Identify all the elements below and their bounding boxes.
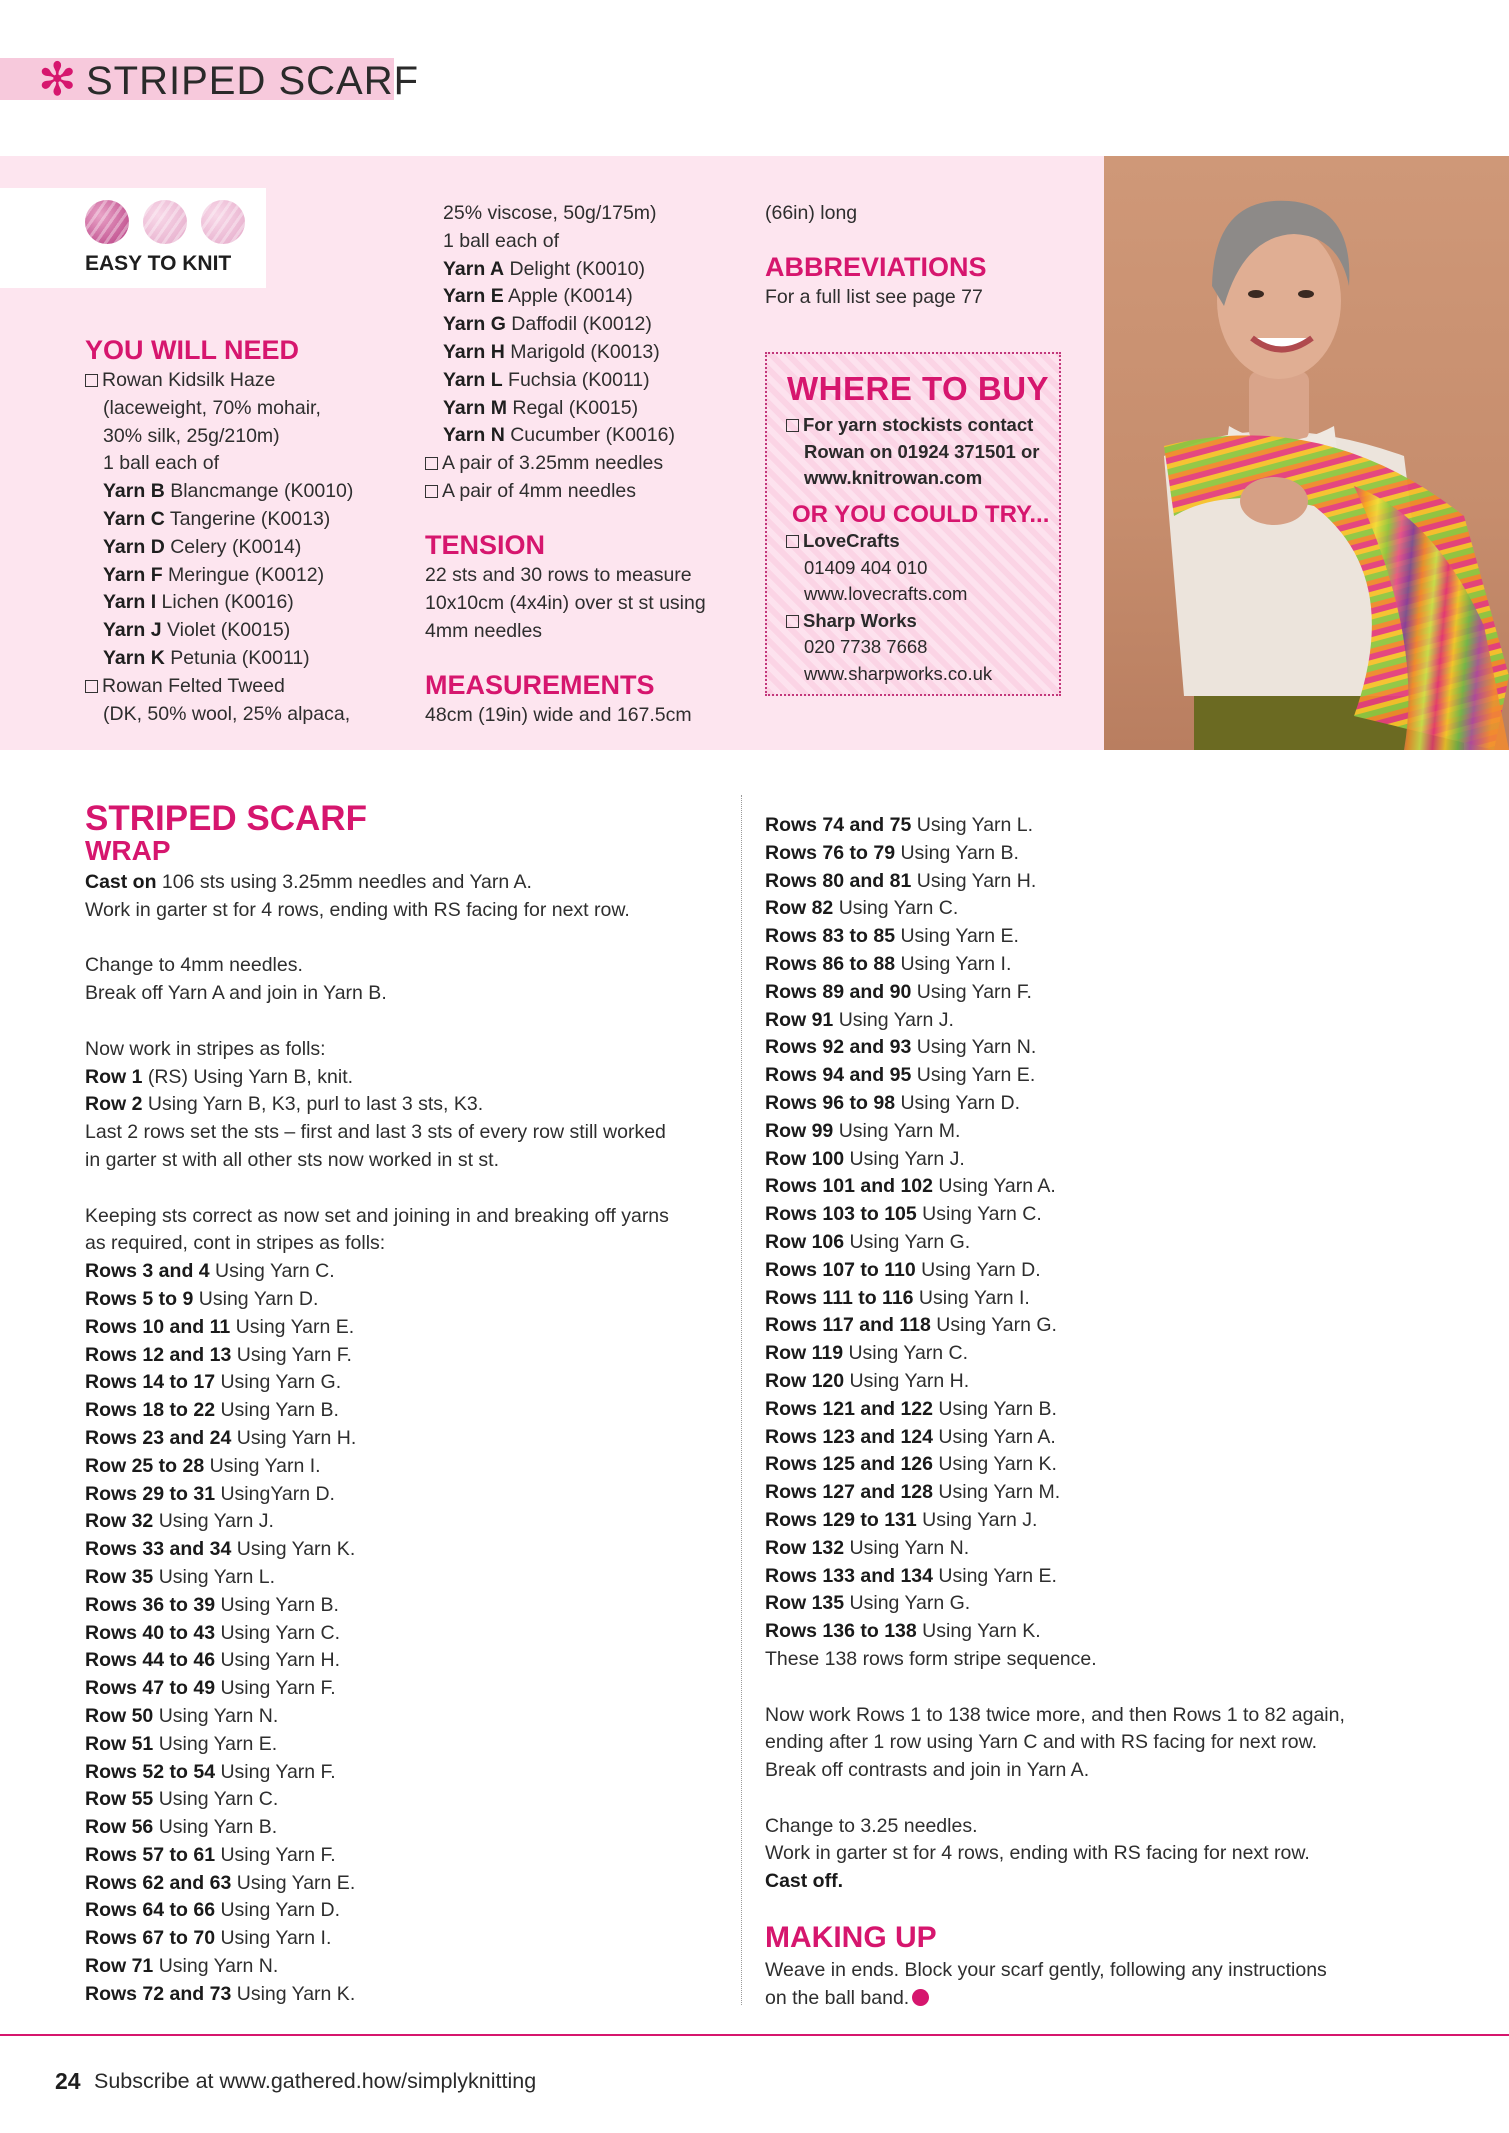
material-item: Yarn K Petunia (K0011) [103,646,310,669]
instruction-line: Last 2 rows set the sts – first and last 3 sts of every row still worked [85,1121,666,1144]
measurements-text: 48cm (19in) wide and 167.5cm [425,704,692,726]
instruction-line: Now work in stripes as folls: [85,1037,326,1060]
abbreviations-heading: ABBREVIATIONS [765,252,987,282]
instruction-line: Rows 5 to 9 Using Yarn D. [85,1287,319,1310]
material-item: 30% silk, 25g/210m) [103,424,280,447]
instruction-line: Row 120 Using Yarn H. [765,1369,970,1392]
instruction-line: as required, cont in stripes as folls: [85,1232,386,1255]
material-item: Yarn I Lichen (K0016) [103,591,294,614]
stockist-text: For yarn stockists contact Rowan on 01924 371501 or www.knitrowan.com [786,412,1056,492]
material-item: Yarn D Celery (K0014) [103,535,302,558]
instruction-line: Work in garter st for 4 rows, ending with RS facing for next row. [765,1842,1310,1865]
measurements-text-continued: (66in) long [765,202,858,224]
instruction-line: Rows 36 to 39 Using Yarn B. [85,1593,339,1616]
material-item: 25% viscose, 50g/175m) [443,202,657,224]
abbreviations-text: For a full list see page 77 [765,286,983,308]
instruction-line: Row 119 Using Yarn C. [765,1342,969,1365]
checkbox-icon [786,419,799,432]
material-item: Yarn B Blancmange (K0010) [103,480,354,503]
instruction-line: Rows 127 and 128 Using Yarn M. [765,1481,1061,1504]
instructions-left-column [85,869,725,2009]
instruction-line: Rows 129 to 131 Using Yarn J. [765,1508,1038,1531]
checkbox-icon [85,374,98,387]
instruction-line: Rows 121 and 122 Using Yarn B. [765,1397,1057,1420]
column-divider [741,795,742,2005]
footer-rule [0,2034,1509,2036]
instruction-line: Rows 64 to 66 Using Yarn D. [85,1899,341,1922]
instruction-line: Rows 133 and 134 Using Yarn E. [765,1564,1057,1587]
pattern-subtitle: WRAP [85,835,171,866]
asterisk-icon: ✻ [38,52,77,106]
checkbox-icon [786,615,799,628]
material-item: Yarn N Cucumber (K0016) [443,424,675,447]
page-title: STRIPED SCARF [86,59,420,103]
material-item: Yarn C Tangerine (K0013) [103,507,331,530]
instruction-line: Rows 107 to 110 Using Yarn D. [765,1258,1041,1281]
instruction-line: Rows 62 and 63 Using Yarn E. [85,1871,356,1894]
instruction-line: Row 91 Using Yarn J. [765,1008,954,1031]
instruction-line: Row 35 Using Yarn L. [85,1565,276,1588]
checkbox-icon [786,535,799,548]
instruction-line: Rows 23 and 24 Using Yarn H. [85,1426,357,1449]
instruction-line: Row 51 Using Yarn E. [85,1732,278,1755]
material-item: Yarn H Marigold (K0013) [443,340,660,363]
instruction-line: Rows 52 to 54 Using Yarn F. [85,1760,336,1783]
instruction-line: Rows 96 to 98 Using Yarn D. [765,1091,1021,1114]
instruction-line: Rows 101 and 102 Using Yarn A. [765,1175,1056,1198]
material-item: Yarn J Violet (K0015) [103,619,291,642]
instruction-line: Rows 125 and 126 Using Yarn K. [765,1453,1057,1476]
material-item: Yarn E Apple (K0014) [443,285,633,308]
instruction-line: Rows 86 to 88 Using Yarn I. [765,952,1012,975]
where-to-buy-heading: WHERE TO BUY [787,370,1050,407]
instruction-line: Rows 18 to 22 Using Yarn B. [85,1399,339,1422]
instruction-line: Rows 33 and 34 Using Yarn K. [85,1538,356,1561]
blank-line [85,1008,725,1036]
or-you-could-try-heading: OR YOU COULD TRY... [792,501,1050,528]
instruction-line: Row 99 Using Yarn M. [765,1119,961,1142]
instruction-line: Break off contrasts and join in Yarn A. [765,1759,1090,1782]
measurements-heading: MEASUREMENTS [425,670,655,700]
instruction-line: Rows 111 to 116 Using Yarn I. [765,1286,1030,1309]
checkbox-icon [85,680,98,693]
material-item: A pair of 3.25mm needles [425,450,745,478]
instruction-line: Row 2 Using Yarn B, K3, purl to last 3 sts, K3. [85,1093,484,1116]
instruction-line: Row 135 Using Yarn G. [765,1592,971,1615]
yarn-ball-icon [85,200,129,244]
instruction-line: Row 55 Using Yarn C. [85,1788,279,1811]
material-item: 1 ball each of [443,229,560,252]
blank-line [765,1785,1455,1813]
instruction-line: Row 1 (RS) Using Yarn B, knit. [85,1065,354,1088]
instruction-line: Rows 83 to 85 Using Yarn E. [765,925,1019,948]
instruction-line: Rows 117 and 118 Using Yarn G. [765,1314,1057,1337]
instruction-line: Row 50 Using Yarn N. [85,1704,279,1727]
instruction-line: Rows 80 and 81 Using Yarn H. [765,869,1037,892]
material-item: 1 ball each of [103,452,220,475]
checkbox-icon [425,485,438,498]
making-up-text: Weave in ends. Block your scarf gently, following any instructions on the ball band. [765,1959,1327,2009]
instruction-line: Rows 89 and 90 Using Yarn F. [765,980,1032,1003]
instruction-line: Rows 44 to 46 Using Yarn H. [85,1649,341,1672]
instruction-line: Rows 76 to 79 Using Yarn B. [765,841,1019,864]
instruction-line: Rows 92 and 93 Using Yarn N. [765,1036,1037,1059]
difficulty-label: EASY TO KNIT [85,252,232,275]
checkbox-icon [425,457,438,470]
instruction-line: Rows 103 to 105 Using Yarn C. [765,1203,1042,1226]
instruction-line: Keeping sts correct as now set and joining in and breaking off yarns [85,1204,669,1227]
alternative-stockists: LoveCrafts 01409 404 010 www.lovecrafts.com Sharp Works 020 7738 7668 www.sharpworks.co.uk [786,528,1056,687]
materials-list-2 [425,200,745,506]
you-will-need-heading: YOU WILL NEED [85,335,300,365]
instruction-line: Row 106 Using Yarn G. [765,1230,971,1253]
material-item: (laceweight, 70% mohair, [103,396,321,419]
instruction-line: Rows 67 to 70 Using Yarn I. [85,1927,332,1950]
yarn-ball-icon [143,200,187,244]
instruction-line: Row 56 Using Yarn B. [85,1816,278,1839]
footer-subscribe-text: Subscribe at www.gathered.how/simplyknitting [94,2069,537,2093]
material-item: (DK, 50% wool, 25% alpaca, [103,702,351,725]
material-item: Rowan Kidsilk Haze [85,367,405,395]
blank-line [85,1175,725,1203]
instruction-line: Rows 94 and 95 Using Yarn E. [765,1064,1036,1087]
tension-text: 22 sts and 30 rows to measure 10x10cm (4x4in) over st st using 4mm needles [425,564,706,642]
tension-heading: TENSION [425,530,546,560]
instruction-line: Rows 40 to 43 Using Yarn C. [85,1621,341,1644]
instruction-line: Work in garter st for 4 rows, ending with RS facing for next row. [85,898,630,921]
blank-line [85,925,725,953]
instruction-line: Cast on 106 sts using 3.25mm needles and Yarn A. [85,871,532,893]
pattern-title: STRIPED SCARF [85,799,367,838]
yarn-ball-end-icon [912,1989,929,2006]
instruction-line: Change to 3.25 needles. [765,1814,978,1837]
instruction-line: Rows 136 to 138 Using Yarn K. [765,1620,1041,1643]
material-item: Rowan Felted Tweed [85,673,405,701]
instruction-line: Rows 57 to 61 Using Yarn F. [85,1843,336,1866]
instruction-line: Row 100 Using Yarn J. [765,1147,965,1170]
instruction-line: Rows 123 and 124 Using Yarn A. [765,1425,1056,1448]
instruction-line: Rows 29 to 31 UsingYarn D. [85,1482,335,1505]
instruction-line: Now work Rows 1 to 138 twice more, and then Rows 1 to 82 again, [765,1703,1345,1726]
instruction-line: Rows 10 and 11 Using Yarn E. [85,1315,355,1338]
instruction-line: Row 71 Using Yarn N. [85,1955,279,1978]
instruction-line: Change to 4mm needles. [85,954,303,977]
material-item: A pair of 4mm needles [425,478,745,506]
instruction-line: ending after 1 row using Yarn C and with RS facing for next row. [765,1731,1318,1754]
instruction-line: Row 25 to 28 Using Yarn I. [85,1454,321,1477]
material-item: Yarn A Delight (K0010) [443,257,645,280]
instruction-line: Rows 72 and 73 Using Yarn K. [85,1982,356,2005]
instruction-line: Cast off. [765,1870,843,1893]
materials-list-1 [85,367,405,728]
material-item: Yarn F Meringue (K0012) [103,563,325,586]
making-up-heading: MAKING UP [765,1921,937,1954]
blank-line [765,1674,1455,1702]
instruction-line: Rows 14 to 17 Using Yarn G. [85,1371,342,1394]
instruction-line: Row 32 Using Yarn J. [85,1510,274,1533]
instruction-line: Rows 3 and 4 Using Yarn C. [85,1260,335,1283]
instruction-line: Rows 74 and 75 Using Yarn L. [765,814,1034,836]
model-illustration [1104,156,1509,750]
instructions-right-column [765,812,1455,1896]
instruction-line: Break off Yarn A and join in Yarn B. [85,982,387,1005]
woman-with-striped-scarf-photo [1104,156,1509,750]
material-item: Yarn G Daffodil (K0012) [443,313,652,336]
instruction-line: These 138 rows form stripe sequence. [765,1647,1097,1670]
instruction-line: in garter st with all other sts now worked in st st. [85,1148,499,1171]
instruction-line: Rows 12 and 13 Using Yarn F. [85,1343,352,1366]
page-number: 24 [55,2068,81,2094]
instruction-line: Rows 47 to 49 Using Yarn F. [85,1677,336,1700]
instruction-line: Row 82 Using Yarn C. [765,897,959,920]
material-item: Yarn L Fuchsia (K0011) [443,368,650,391]
yarn-ball-icon [201,200,245,244]
material-item: Yarn M Regal (K0015) [443,396,639,419]
instruction-line: Row 132 Using Yarn N. [765,1536,970,1559]
